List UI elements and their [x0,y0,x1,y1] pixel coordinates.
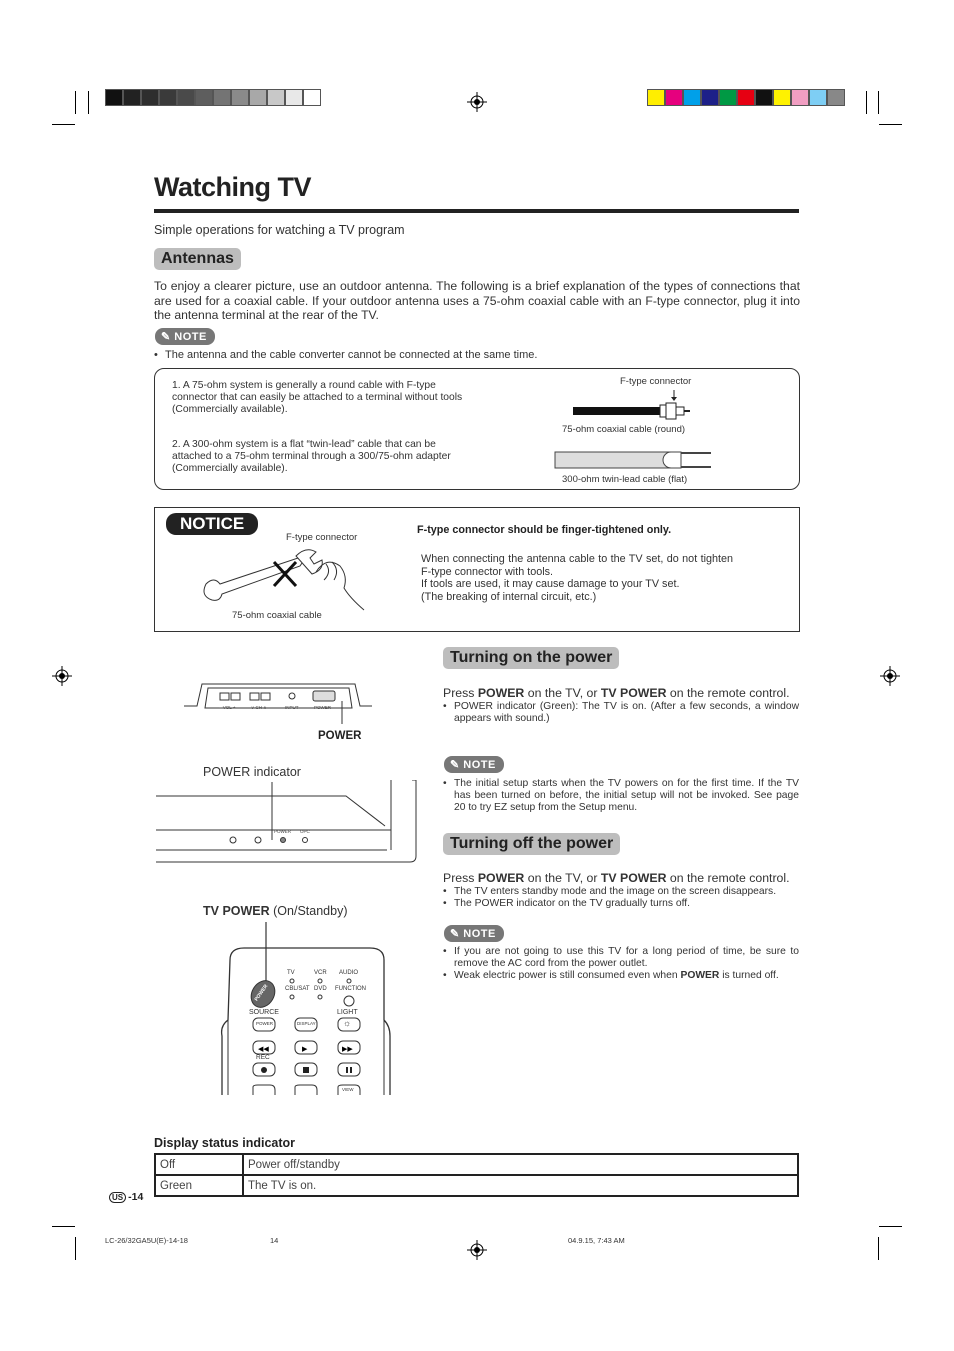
turn-on-post: on the remote control. [666,686,790,700]
turn-on-note: • The initial setup starts when the TV powers on for the first time. If the TV has been turned on before, the initial setup will not be invoked. See page 20 to try EZ setup from the Setup menu. [443,778,799,814]
wrench-prohibited-illustration [196,544,376,612]
registration-swatch [809,89,827,106]
antennas-note [154,349,794,361]
turn-off-notes [443,946,799,982]
turn-on-bullets [443,701,799,725]
turn-off-power: POWER [477,871,525,885]
page-subtitle: Simple operations for watching a TV program [154,223,405,237]
remote-function-label: FUNCTION [335,986,366,992]
panel-power-label: POWER [314,705,332,710]
section-heading-turning-on: Turning on the power [443,647,619,669]
registration-swatch [249,89,267,106]
registration-swatch [105,89,123,106]
registration-swatch [719,89,737,106]
turn-off-tv-power: TV POWER [600,871,667,885]
notice-line-2: If tools are used, it may cause damage to your TV set. [421,578,680,590]
turn-on-power: POWER [477,686,525,700]
page-number [109,1191,143,1203]
registration-swatch [285,89,303,106]
remote-vcr-label: VCR [314,970,327,976]
antennas-intro: To enjoy a clearer picture, use an outdoor antenna. The following is a brief explanation of the types of connections that are used for a coaxial cable. If your outdoor antenna uses a 75-ohm coaxial cable with an F-type connector, plug it into the antenna terminal at the rear of the TV. [154,279,800,322]
registration-target-icon [880,666,900,686]
table-row [155,1154,798,1175]
indicator-power-label: POWER [274,829,292,834]
registration-target-icon [52,666,72,686]
remote-rec-label: REC [256,1054,270,1061]
table-row [155,1175,798,1196]
registration-swatch [141,89,159,106]
note-badge: ✎ NOTE [155,328,215,345]
remote-audio-label: AUDIO [339,970,359,976]
panel-input-label: INPUT [285,705,299,710]
registration-target-icon [467,1240,487,1260]
crop-mark [878,91,879,114]
status-table [154,1153,799,1197]
crop-mark [878,1237,879,1260]
pencil-icon: ✎ [161,331,175,343]
pencil-icon: ✎ [450,759,464,771]
remote-power-button[interactable]: POWER [253,983,270,1003]
registration-swatch [701,89,719,106]
registration-swatch [647,89,665,106]
print-timestamp: 04.9.15, 7:43 AM [568,1236,625,1245]
turn-off-note: • If you are not going to use this TV for a long period of time, be sure to remove the AC cord from the power outlet. [443,946,799,970]
crop-mark [75,1237,76,1260]
page-title: Watching TV [154,172,311,202]
svg-text:◀◀: ◀◀ [258,1045,269,1053]
table-cell: The TV is on. [243,1175,798,1196]
panel-vol-label: – VOL + [219,705,236,710]
registration-swatch [267,89,285,106]
registration-swatch [737,89,755,106]
turn-off-bullet: • The TV enters standby mode and the image on the screen disappears. [443,886,799,898]
turn-on-mid: on the TV, or [524,686,601,700]
print-page: 14 [270,1236,279,1245]
remote-control-illustration [218,920,393,1095]
page-number-text: -14 [128,1191,144,1203]
remote-source-label: SOURCE [249,1009,279,1016]
registration-swatch [827,89,845,106]
table-cell: Off [155,1154,243,1175]
turn-on-bullet: • POWER indicator (Green): The TV is on. (After a few seconds, a window appears with sound.) [443,701,799,725]
turn-on-tv-power: TV POWER [600,686,667,700]
turn-on-notes [443,778,799,814]
power-button-callout: POWER [318,730,362,742]
registration-swatch [303,89,321,106]
svg-text:▶▶: ▶▶ [342,1045,353,1053]
registration-swatch [231,89,249,106]
notice-line-3: (The breaking of internal circuit, etc.) [421,590,597,603]
doc-code: LC-26/32GA5U(E)-14-18 [105,1236,188,1245]
light-icon: ☼ [343,1018,352,1028]
crop-mark [879,124,902,125]
crop-mark [52,124,75,125]
remote-source-power-button[interactable]: POWER [256,1021,274,1026]
registration-swatch [123,89,141,106]
notice-text [421,553,733,603]
notice-cable-label: 75-ohm coaxial cable [232,610,322,621]
notice-headline: F-type connector should be finger-tightened only. [417,524,672,536]
turn-off-bullets [443,886,799,910]
registration-swatch [755,89,773,106]
coax-cable-label: 75-ohm coaxial cable (round) [562,424,686,435]
remote-cblsat-label: CBL/SAT [285,986,310,992]
gray-registration-bar [105,89,321,106]
f-connector-label: F-type connector [620,376,692,387]
registration-swatch [213,89,231,106]
section-heading-turning-off: Turning off the power [443,833,620,855]
tv-bezel-illustration [154,780,419,864]
turn-off-bullet: • The POWER indicator on the TV gradually turns off. [443,898,799,910]
notice-line-1: When connecting the antenna cable to the TV set, do not tighten F-type connector with tools. [421,553,733,578]
twin-lead-cable-label: 300-ohm twin-lead cable (flat) [562,474,688,485]
power-indicator-callout: POWER indicator [203,765,301,779]
turn-off-instruction [443,871,790,885]
table-cell: Green [155,1175,243,1196]
panel-ch-label: ∨ CH ∧ [251,705,267,710]
color-registration-bar [647,89,845,106]
turn-off-note: • Weak electric power is still consumed even when POWER is turned off. [443,970,799,982]
crop-mark [866,91,867,114]
region-badge: US [109,1192,126,1203]
section-heading-antennas: Antennas [154,248,241,270]
turn-off-press: Press [443,871,478,885]
note-badge: ✎ NOTE [444,756,504,773]
twin-lead-cable-illustration [553,448,713,472]
registration-swatch [159,89,177,106]
status-table-title: Display status indicator [154,1136,296,1150]
turn-on-press: Press [443,686,478,700]
registration-swatch [791,89,809,106]
turn-on-instruction [443,686,790,700]
turn-off-mid: on the TV, or [524,871,601,885]
indicator-opc-label: OPC [300,829,310,834]
tv-power-callout-rest: (On/Standby) [269,904,348,918]
tv-power-callout [203,904,348,918]
registration-target-icon [467,92,487,112]
remote-light-button[interactable] [343,1018,351,1028]
remote-view-label: VIEW [342,1087,354,1092]
crop-mark [88,91,89,114]
remote-dvd-label: DVD [314,986,327,992]
title-rule [154,209,799,213]
coaxial-cable-illustration [570,388,695,424]
crop-mark [75,91,76,114]
antenna-type-1: 1. A 75-ohm system is generally a round cable with F-type connector that can easily be attached to a terminal without tools (Commercially available). [172,380,463,415]
notice-f-connector-label: F-type connector [286,532,358,543]
notice-badge: NOTICE [166,513,258,535]
crop-mark [879,1226,902,1227]
registration-swatch [177,89,195,106]
registration-swatch [195,89,213,106]
turn-off-post: on the remote control. [666,871,790,885]
pencil-icon: ✎ [450,928,464,940]
registration-swatch [665,89,683,106]
tv-power-callout-bold: TV POWER [203,904,270,918]
registration-swatch [683,89,701,106]
antenna-type-2: 2. A 300-ohm system is a flat “twin-lead” cable that can be attached to a 75-ohm terminal through a 300/75-ohm adapter (Commercially available). [172,439,451,474]
tv-control-panel-illustration [182,680,377,725]
registration-swatch [773,89,791,106]
remote-light-label: LIGHT [337,1009,358,1016]
table-cell: Power off/standby [243,1154,798,1175]
crop-mark [52,1226,75,1227]
note-item: • The antenna and the cable converter cannot be connected at the same time. [154,349,794,361]
remote-tv-label: TV [287,970,295,976]
svg-text:▶: ▶ [302,1045,308,1053]
remote-display-button[interactable]: DISPLAY [297,1021,316,1026]
note-badge: ✎ NOTE [444,925,504,942]
